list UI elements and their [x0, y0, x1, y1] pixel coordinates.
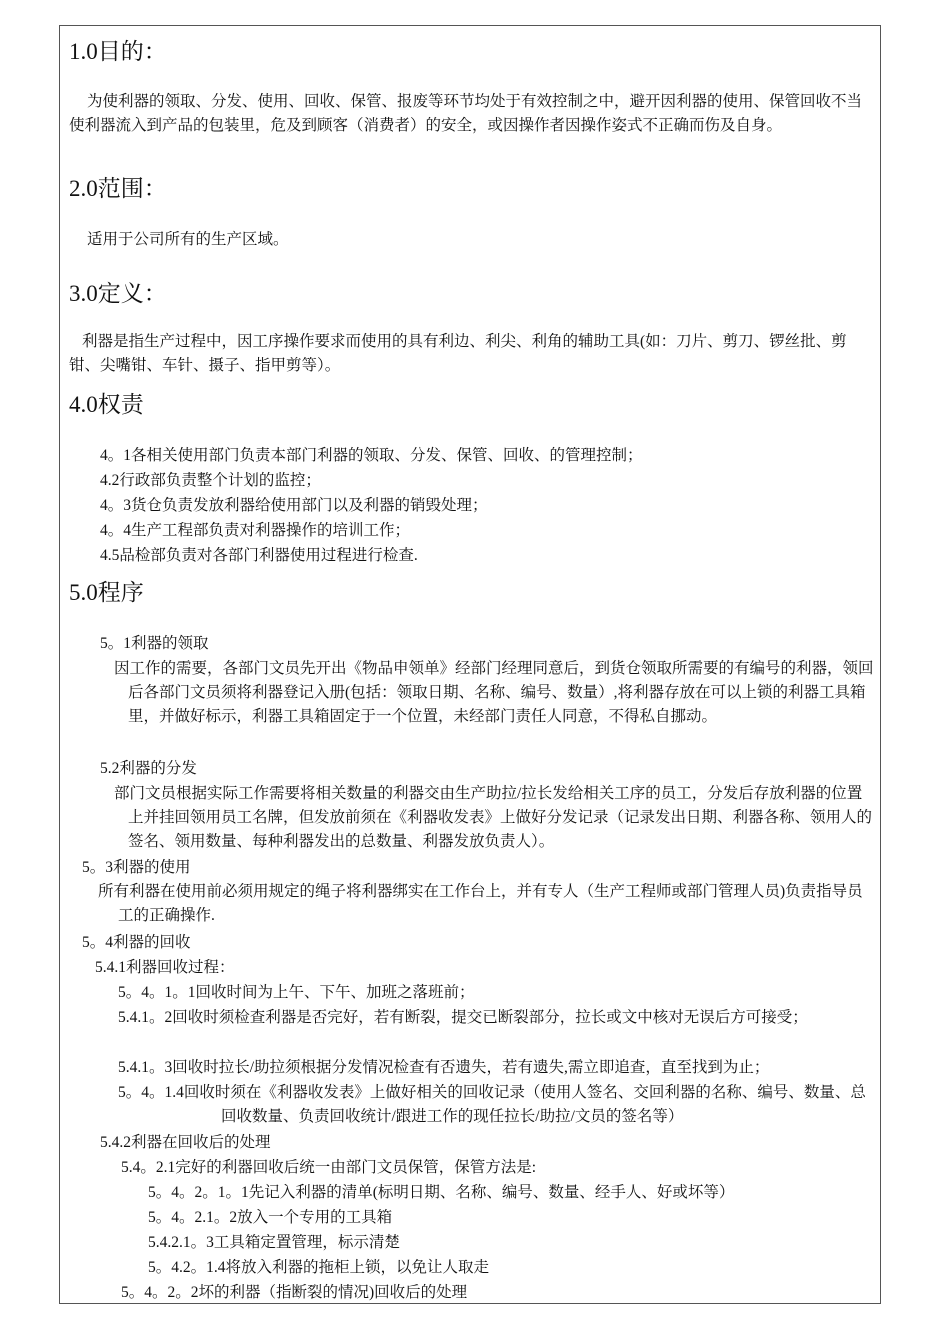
section-4-title: 4.0权责 [69, 392, 144, 417]
section-2-body: 适用于公司所有的生产区域。 [87, 231, 289, 248]
item-5-4-2-1-1: 5。4。2。1。1先记入利器的清单(标明日期、名称、编号、数量、经手人、好或坏等） [148, 1184, 735, 1201]
item-5-4-2-2: 5。4。2。2坏的利器（指断裂的情况)回收后的处理 [121, 1284, 468, 1301]
subsection-5-4-1-title: 5.4.1利器回收过程： [95, 959, 235, 976]
item-5-4-1-3: 5.4.1。3回收时拉长/助拉须根据分发情况检查有否遗失，若有遗失,需立即追查，直至找到为止； [118, 1059, 770, 1076]
section-4-item: 4.2行政部负责整个计划的监控； [100, 472, 321, 489]
subsection-5-3-body: 所有利器在使用前必须用规定的绳子将利器绑实在工作台上，并有专人（生产工程师或部门管理人员)负责指导员工的正确操作. [98, 883, 863, 924]
item-5-4-1-1: 5。4。1。1回收时间为上午、下午、加班之落班前； [118, 984, 475, 1001]
section-5-title: 5.0程序 [69, 580, 144, 605]
item-5-4-2-1: 5.4。2.1完好的利器回收后统一由部门文员保管，保管方法是: [121, 1159, 537, 1176]
subsection-5-4-2-title: 5.4.2利器在回收后的处理 [100, 1134, 271, 1151]
subsection-5-2-title: 5.2利器的分发 [100, 760, 197, 777]
section-3-title: 3.0定义： [69, 281, 167, 306]
item-5-4-2-1-3: 5.4.2.1。3工具箱定置管理，标示清楚 [148, 1234, 400, 1251]
item-5-4-1-4: 5。4。1.4回收时须在《利器收发表》上做好相关的回收记录（使用人签名、交回利器的名称、编号、数量、总回收数量、负责回收统计/跟进工作的现任拉长/助拉/文员的签名等） [118, 1084, 866, 1125]
section-1-body: 为使利器的领取、分发、使用、回收、保管、报废等环节均处于有效控制之中，避开因利器的使用、保管回收不当使利器流入到产品的包装里，危及到顾客（消费者）的安全，或因操作者因操作姿式不正确而伤及自身。 [69, 93, 863, 134]
section-3-body: 利器是指生产过程中，因工序操作要求而使用的具有利边、利尖、利角的辅助工具(如：刀片、剪刀、锣丝批、剪钳、尖嘴钳、车针、摄子、指甲剪等）。 [69, 333, 847, 374]
subsection-5-4-title: 5。4利器的回收 [82, 934, 191, 951]
item-5-4-2-1-4: 5。4.2。1.4将放入利器的拖柜上锁，以免让人取走 [148, 1259, 490, 1276]
section-1-title: 1.0目的： [69, 39, 167, 64]
subsection-5-2-body: 部门文员根据实际工作需要将相关数量的利器交由生产助拉/拉长发给相关工序的员工，分发后存放利器的位置上并挂回领用员工名牌，但发放前须在《利器收发表》上做好分发记录（记录发出日期、利器各称、领用人的签名、领用数量、每种利器发出的总数量、利器发放负责人）。 [114, 785, 873, 850]
section-4-item: 4.5品检部负责对各部门利器使用过程进行检查. [100, 547, 418, 564]
section-4-item: 4。4生产工程部负责对利器操作的培训工作； [100, 522, 411, 539]
subsection-5-1-title: 5。1利器的领取 [100, 635, 209, 652]
section-4-item: 4。3货仓负责发放利器给使用部门以及利器的销毁处理； [100, 497, 488, 514]
item-5-4-1-2: 5.4.1。2回收时须检查利器是否完好，若有断裂，提交已断裂部分，拉长或文中核对无误后方可接受； [118, 1009, 808, 1026]
item-5-4-2-1-2: 5。4。2.1。2放入一个专用的工具箱 [148, 1209, 393, 1226]
section-2-title: 2.0范围： [69, 176, 167, 201]
subsection-5-3-title: 5。3利器的使用 [82, 859, 191, 876]
section-4-item: 4。1各相关使用部门负责本部门利器的领取、分发、保管、回收、的管理控制； [100, 447, 643, 464]
subsection-5-1-body: 因工作的需要，各部门文员先开出《物品申领单》经部门经理同意后，到货仓领取所需要的有编号的利器，领回后各部门文员须将利器登记入册(包括：领取日期、名称、编号、数量）,将利器存放在可以上锁的利器工具箱里，并做好标示，利器工具箱固定于一个位置，未经部门责任人同意，不得私自挪动。 [114, 660, 874, 725]
